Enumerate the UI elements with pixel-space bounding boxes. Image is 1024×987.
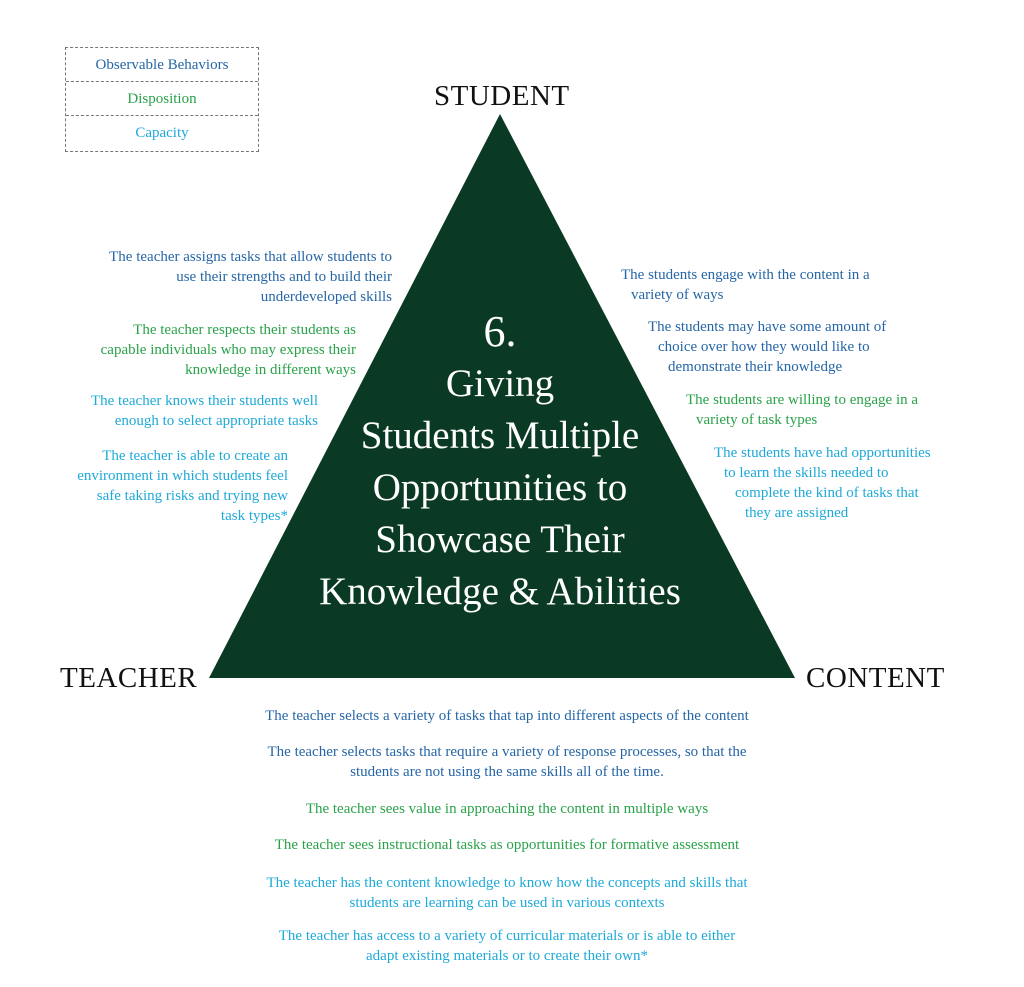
- right-item-2: The students may have some amount of choice over how they would like to demonstrate their knowledge: [648, 319, 887, 375]
- legend-observable-behaviors: Observable Behaviors: [66, 48, 258, 82]
- title-number: 6.: [483, 307, 517, 356]
- corner-label-student: STUDENT: [434, 80, 570, 112]
- legend-disposition: Disposition: [66, 82, 258, 116]
- right-item-1: The students engage with the content in a variety of ways: [621, 267, 870, 303]
- title-line-1: Giving: [445, 362, 555, 405]
- corner-label-teacher: TEACHER: [60, 662, 198, 694]
- title-line-4: Showcase Their: [375, 518, 625, 561]
- bottom-item-5: The teacher has the content knowledge to know how the concepts and skills that students are learning can be used in various contexts: [266, 875, 748, 911]
- bottom-item-6: The teacher has access to a variety of curricular materials or is able to either adapt existing materials or to create their own*: [278, 928, 736, 964]
- left-item-2: The teacher respects their students as capable individuals who may express their knowledge in different ways: [100, 322, 356, 378]
- right-item-3: The students are willing to engage in a variety of task types: [686, 392, 919, 428]
- bottom-item-2: The teacher selects tasks that require a variety of response processes, so that the students are not using the same skills all of the time.: [267, 744, 747, 780]
- bottom-item-3: The teacher sees value in approaching the content in multiple ways: [305, 801, 709, 817]
- title-line-2: Students Multiple: [360, 414, 640, 457]
- bottom-item-1: The teacher selects a variety of tasks that tap into different aspects of the content: [265, 708, 749, 724]
- title-line-5: Knowledge & Abilities: [319, 570, 681, 613]
- left-item-4: The teacher is able to create an environment in which students feel safe taking risks and trying new task types*: [77, 448, 288, 524]
- right-item-4: The students have had opportunities to learn the skills needed to complete the kind of tasks that they are assigned: [714, 445, 931, 521]
- bottom-item-4: The teacher sees instructional tasks as opportunities for formative assessment: [274, 837, 740, 853]
- title-line-3: Opportunities to: [372, 466, 628, 509]
- legend-capacity: Capacity: [135, 125, 189, 141]
- corner-label-content: CONTENT: [806, 662, 945, 694]
- left-item-3: The teacher knows their students well enough to select appropriate tasks: [90, 393, 318, 429]
- left-item-1: The teacher assigns tasks that allow students to use their strengths and to build their underdeveloped skills: [109, 249, 392, 305]
